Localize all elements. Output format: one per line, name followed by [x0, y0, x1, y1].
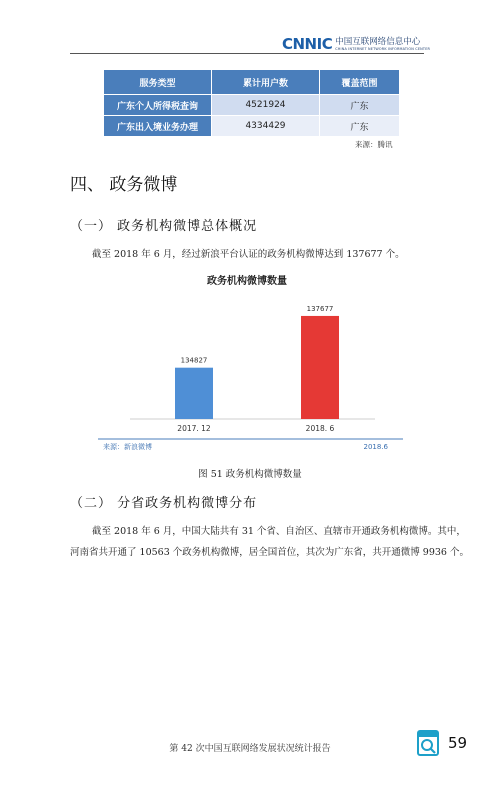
paragraph-2-line-2: 河南省共开通了 10563 个政务机构微博，居全国首位，其次为广东省，共开通微博 9936 个。 [70, 547, 469, 558]
table-row [104, 116, 400, 137]
report-search-icon [417, 730, 439, 756]
table-header-row [104, 70, 400, 95]
x-tick-label: 2017. 12 [177, 424, 211, 433]
chart-background [70, 268, 430, 458]
footer-text: 第 42 次中国互联网络发展状况统计报告 [169, 744, 331, 754]
table-cell: 4521924 [212, 95, 320, 116]
table-cell: 广东 [320, 95, 400, 116]
section-heading: 四、 政务微博 [70, 175, 178, 195]
table-cell: 广东出入境业务办理 [104, 116, 212, 137]
subsection-heading-2: （二） 分省政务机构微博分布 [70, 496, 258, 511]
weibo-count-chart [70, 268, 430, 458]
logo-cn-name: 中国互联网络信息中心 [335, 37, 421, 47]
bar-value-label: 134827 [180, 356, 208, 365]
table-cell: 4334429 [212, 116, 320, 137]
table-header-cell: 服务类型 [104, 70, 212, 95]
chart-title: 政务机构微博数量 [207, 276, 287, 287]
table-header-cell: 累计用户数 [212, 70, 320, 95]
logo-en-name: CHINA INTERNET NETWORK INFORMATION CENTER [335, 47, 431, 51]
table-source: 来源：腾讯 [355, 140, 393, 149]
header-rule [70, 53, 424, 54]
paragraph-1: 截至 2018 年 6 月，经过新浪平台认证的政务机构微博达到 137677 个。 [92, 249, 405, 260]
cnnic-logo [282, 37, 430, 52]
service-table [103, 69, 400, 137]
chart-date: 2018.6 [363, 443, 388, 451]
table-row [104, 95, 400, 116]
paragraph-2-line-1: 截至 2018 年 6 月，中国大陆共有 31 个省、自治区、直辖市开通政务机构微博。其中， [92, 526, 466, 537]
logo-text [335, 37, 430, 51]
bar-value-label: 137677 [306, 304, 334, 313]
chart-source: 来源：新浪微博 [103, 443, 152, 451]
figure-caption: 图 51 政务机构微博数量 [198, 469, 302, 480]
subsection-heading-1: （一） 政务机构微博总体概况 [70, 219, 258, 234]
x-tick-label: 2018. 6 [305, 424, 335, 433]
bar-1 [175, 368, 213, 419]
logo-mark: CNNIC [282, 35, 333, 53]
bar-2 [301, 316, 339, 419]
table-cell: 广东 [320, 116, 400, 137]
page-number: 59 [448, 734, 468, 752]
table-cell: 广东个人所得税查询 [104, 95, 212, 116]
table-header-cell: 覆盖范围 [320, 70, 400, 95]
